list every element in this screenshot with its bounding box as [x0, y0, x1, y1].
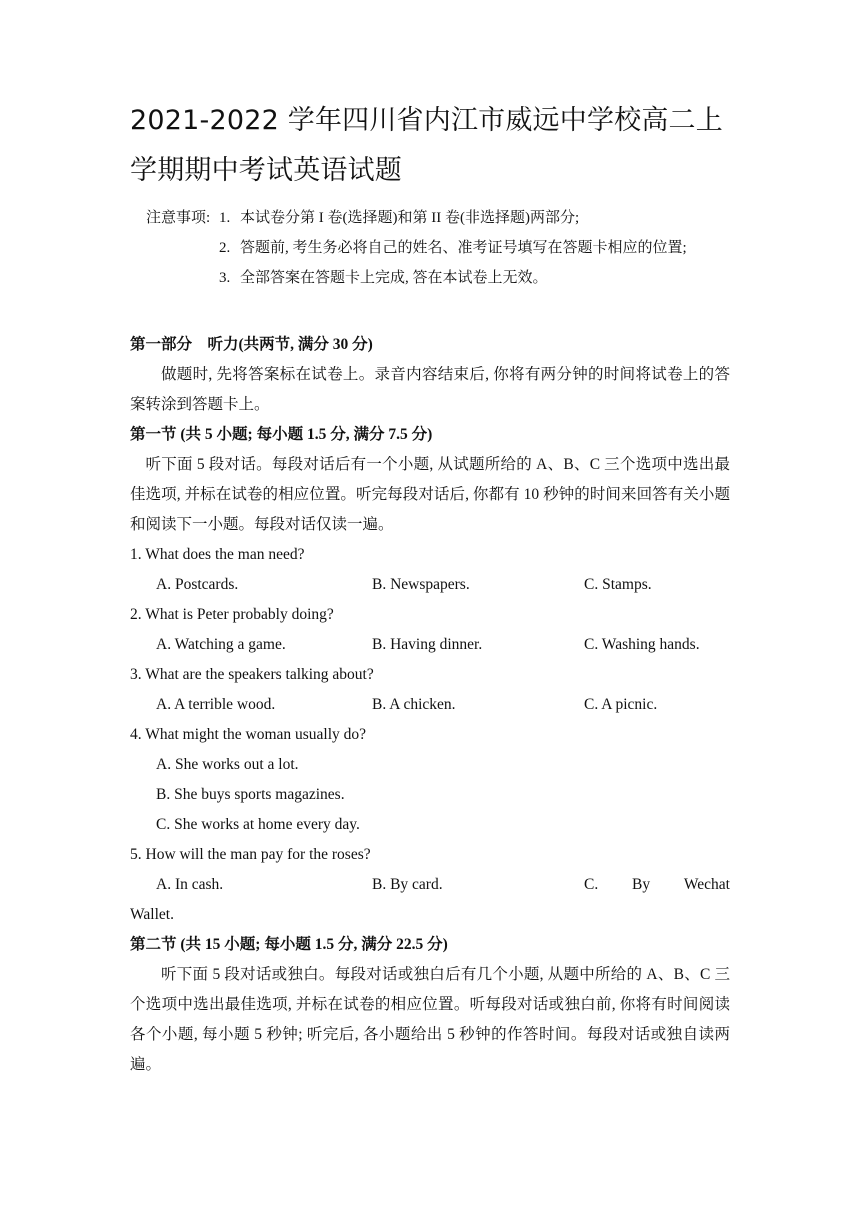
option-c-wrap: Wallet.: [130, 906, 174, 923]
section1-intro: 听下面 5 段对话。每段对话后有一个小题, 从试题所给的 A、B、C 三个选项中选出最佳选项, 并标在试卷的相应位置。听完每段对话后, 你都有 10 秒钟的时间来回答有关小题和阅读下一小题。每段对话仅读一遍。: [130, 456, 730, 533]
options-5: [130, 870, 730, 900]
option-c: C. Stamps.: [584, 576, 652, 593]
option-c-word: Wechat: [683, 876, 730, 893]
question-3: 3. What are the speakers talking about?: [130, 666, 374, 683]
note-text: 本试卷分第 I 卷(选择题)和第 II 卷(非选择题)两部分;: [240, 210, 580, 226]
option-a: A. In cash.: [156, 876, 224, 893]
options-3: [130, 690, 730, 720]
option-c: [584, 870, 730, 900]
note-number: 2.: [219, 240, 231, 256]
question-2: 2. What is Peter probably doing?: [130, 606, 334, 623]
part1-intro: 做题时, 先将答案标在试卷上。录音内容结束后, 你将有两分钟的时间将试卷上的答案转涂到答题卡上。: [130, 366, 730, 413]
option-b: B. By card.: [372, 876, 443, 893]
option-c: C. A picnic.: [584, 696, 658, 713]
question-4: 4. What might the woman usually do?: [130, 726, 367, 743]
option-b: B. She buys sports magazines.: [156, 786, 345, 803]
note-row: [146, 203, 687, 233]
notes-lead: 注意事项:: [146, 210, 211, 226]
note-text: 全部答案在答题卡上完成, 答在本试卷上无效。: [240, 270, 548, 286]
note-number: 1.: [219, 210, 231, 226]
option-c: C. Washing hands.: [584, 636, 700, 653]
part1-heading: 第一部分 听力(共两节, 满分 30 分): [130, 336, 373, 353]
option-a: A. A terrible wood.: [156, 696, 276, 713]
option-c-word: By: [632, 876, 651, 893]
options-1: [130, 570, 730, 600]
option-b: B. A chicken.: [372, 696, 456, 713]
options-2: [130, 630, 730, 660]
option-a: A. She works out a lot.: [156, 756, 299, 773]
note-row: [146, 233, 687, 263]
question-5: 5. How will the man pay for the roses?: [130, 846, 371, 863]
note-number: 3.: [219, 270, 231, 286]
option-c: C. She works at home every day.: [156, 816, 360, 833]
note-text: 答题前, 考生务必将自己的姓名、准考证号填写在答题卡相应的位置;: [240, 240, 687, 256]
note-row: [146, 263, 687, 293]
section2-heading: 第二节 (共 15 小题; 每小题 1.5 分, 满分 22.5 分): [130, 936, 448, 953]
exam-body: [130, 330, 730, 1080]
notes-block: [146, 203, 687, 293]
option-b: B. Newspapers.: [372, 576, 470, 593]
section2-intro: 听下面 5 段对话或独白。每段对话或独白后有几个小题, 从题中所给的 A、B、C 三个选项中选出最佳选项, 并标在试卷的相应位置。听每段对话或独白前, 你将有时间阅读各个小题, 每小题 5 秒钟; 听完后, 各小题给出 5 秒钟的作答时间。每段对话或独自读两遍。: [130, 966, 730, 1073]
option-a: A. Watching a game.: [156, 636, 286, 653]
option-c-letter: C.: [584, 876, 599, 893]
option-b: B. Having dinner.: [372, 636, 483, 653]
question-1: 1. What does the man need?: [130, 546, 305, 563]
page-title: 2021-2022 学年四川省内江市威远中学校高二上学期期中考试英语试题: [130, 105, 723, 186]
section1-heading: 第一节 (共 5 小题; 每小题 1.5 分, 满分 7.5 分): [130, 426, 433, 443]
option-a: A. Postcards.: [156, 576, 239, 593]
